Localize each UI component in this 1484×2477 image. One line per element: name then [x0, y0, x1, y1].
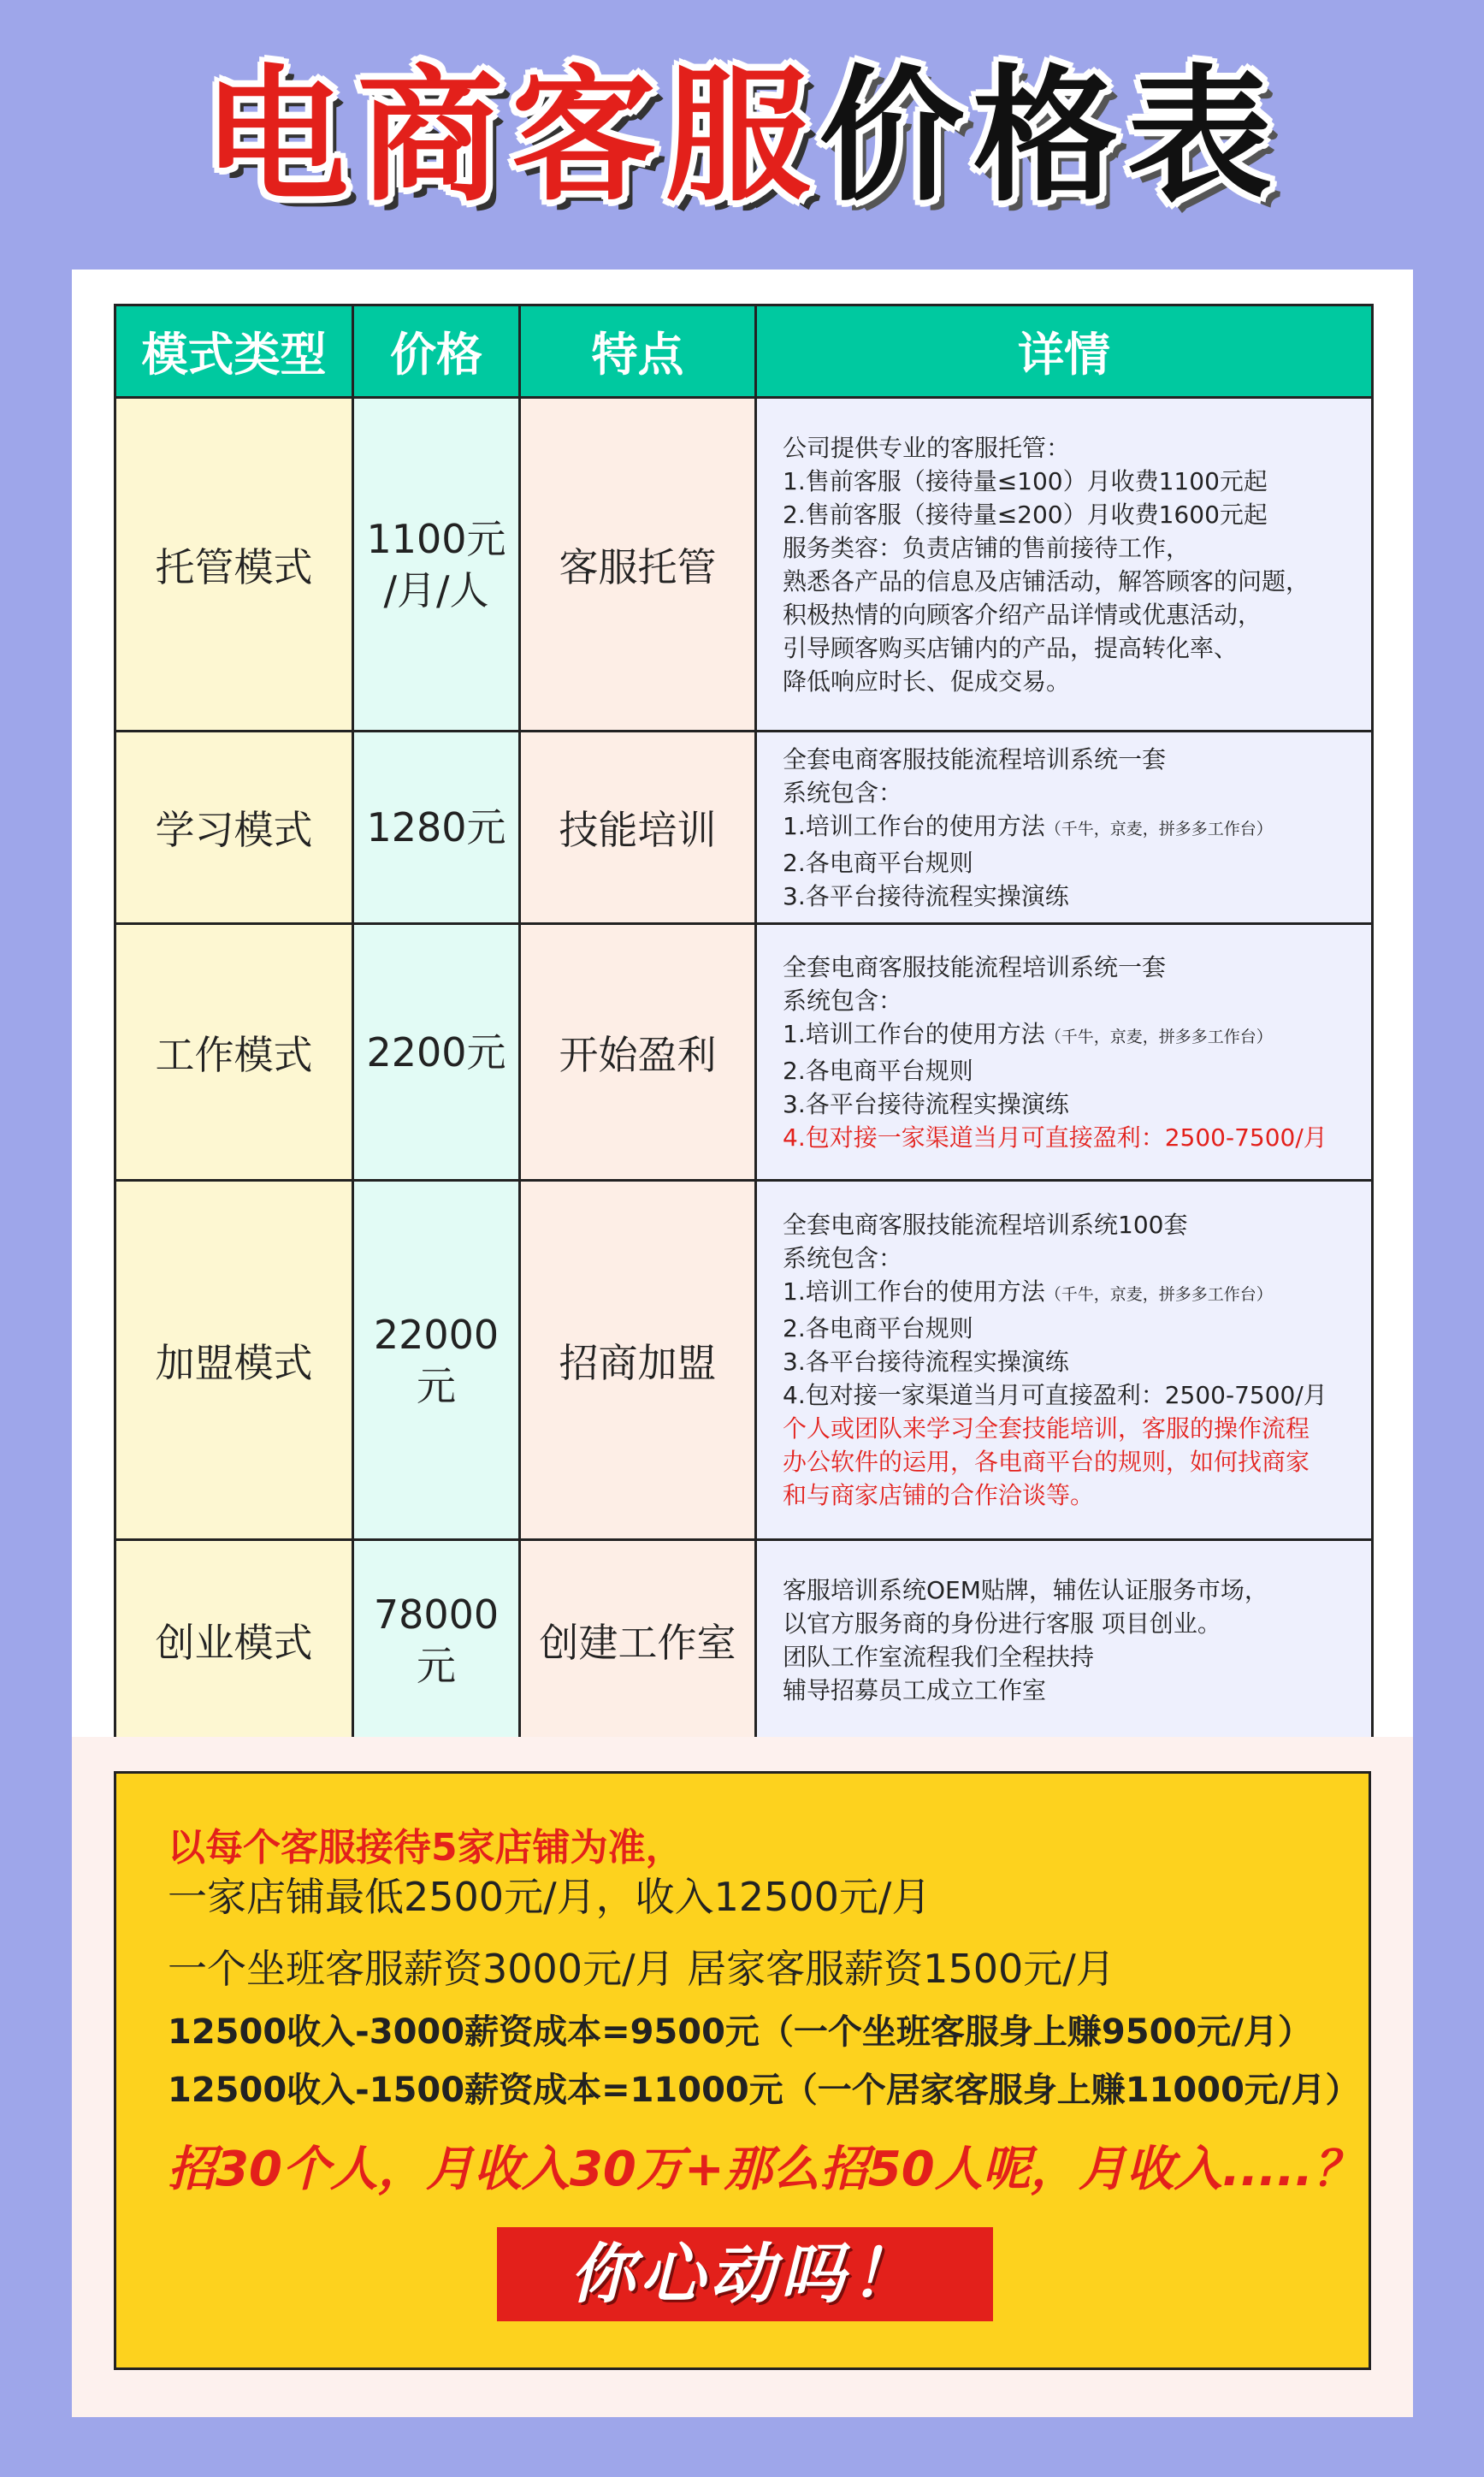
detail-line — [783, 565, 1371, 598]
detail-note: （千牛，京麦，拼多多工作台） — [1044, 819, 1273, 839]
detail-line — [783, 776, 1371, 809]
detail-text: 4.包对接一家渠道当月可直接盈利：2500-7500/月 — [783, 1381, 1327, 1409]
detail-text: 公司提供专业的客服托管： — [783, 433, 1071, 462]
title-black: 价格表 — [819, 52, 1281, 222]
detail-text: 系统包含： — [783, 1244, 903, 1272]
price-table — [114, 304, 1374, 1742]
detail-line — [783, 1121, 1371, 1154]
detail-line — [783, 951, 1371, 984]
detail-text: 3.各平台接待流程实操演练 — [783, 1089, 1069, 1118]
detail-line — [783, 598, 1371, 631]
detail-text: 以官方服务商的身份进行客服 项目创业。 — [783, 1609, 1221, 1638]
detail-text: 服务类容：负责店铺的售前接待工作， — [783, 533, 1191, 562]
detail-text: 系统包含： — [783, 986, 903, 1015]
detail-line — [783, 1445, 1371, 1478]
cell-mode: 加盟模式 — [115, 1181, 353, 1540]
detail-text: 全套电商客服技能流程培训系统100套 — [783, 1211, 1188, 1239]
detail-text: 熟悉各产品的信息及店铺活动，解答顾客的问题， — [783, 566, 1310, 596]
detail-line — [783, 1573, 1371, 1607]
detail-text: 1.培训工作台的使用方法 — [783, 1277, 1045, 1306]
page-title — [0, 51, 1484, 222]
detail-line — [783, 1241, 1371, 1275]
detail-text: 4.包对接一家渠道当月可直接盈利：2500-7500/月 — [783, 1123, 1327, 1152]
table-row — [115, 924, 1373, 1181]
detail-line — [783, 431, 1371, 465]
detail-line — [783, 1017, 1371, 1054]
table-row — [115, 398, 1373, 732]
detail-note: （千牛，京麦，拼多多工作台） — [1044, 1285, 1273, 1304]
detail-text: 1.售前客服（接待量≤100）月收费1100元起 — [783, 466, 1268, 495]
detail-line — [783, 1275, 1371, 1312]
price-line: 2200元 — [366, 1028, 506, 1076]
detail-line — [783, 465, 1371, 498]
detail-text: 全套电商客服技能流程培训系统一套 — [783, 952, 1167, 981]
summary-box — [114, 1771, 1371, 2370]
detail-text: 全套电商客服技能流程培训系统一套 — [783, 744, 1167, 773]
detail-line — [783, 1478, 1371, 1512]
detail-text: 引导顾客购买店铺内的产品，提高转化率、 — [783, 633, 1239, 662]
detail-text: 2.各电商平台规则 — [783, 848, 973, 877]
detail-line — [783, 665, 1371, 698]
cell-details — [756, 924, 1373, 1181]
cell-details — [756, 732, 1373, 924]
detail-text: 和与商家店铺的合作洽谈等。 — [783, 1481, 1095, 1509]
table-row — [115, 1181, 1373, 1540]
cell-details — [756, 398, 1373, 732]
cell-price — [353, 1540, 520, 1741]
header-details: 详情 — [756, 305, 1373, 398]
price-line: 22000元 — [373, 1311, 500, 1409]
detail-line — [783, 1087, 1371, 1121]
detail-line — [783, 1054, 1371, 1087]
table-header-row — [115, 305, 1373, 398]
detail-text: 降低响应时长、促成交易。 — [783, 667, 1071, 696]
cell-mode: 工作模式 — [115, 924, 353, 1181]
title-red: 电商客服 — [203, 52, 819, 222]
header-feature: 特点 — [520, 305, 756, 398]
price-line: /月/人 — [383, 566, 489, 613]
summary-line-1: 以每个客服接待5家店铺为准， — [168, 1826, 683, 1870]
detail-text: 办公软件的运用，各电商平台的规则，如何找商家 — [783, 1448, 1310, 1476]
detail-line — [783, 743, 1371, 776]
summary-line-3: 一个坐班客服薪资3000元/月 居家客服薪资1500元/月 — [168, 1946, 1115, 1992]
detail-line — [783, 846, 1371, 880]
detail-text: 1.培训工作台的使用方法 — [783, 811, 1045, 840]
cell-price — [353, 732, 520, 924]
price-line: 78000元 — [373, 1591, 500, 1689]
detail-line — [783, 1640, 1371, 1674]
cell-price — [353, 398, 520, 732]
detail-line — [783, 498, 1371, 531]
detail-text: 积极热情的向顾客介绍产品详情或优惠活动， — [783, 600, 1262, 629]
summary-line-2: 一家店铺最低2500元/月，收入12500元/月 — [168, 1874, 931, 1920]
cell-feature: 创建工作室 — [520, 1540, 756, 1741]
header-mode: 模式类型 — [115, 305, 353, 398]
detail-line — [783, 809, 1371, 846]
header-price: 价格 — [353, 305, 520, 398]
detail-note: （千牛，京麦，拼多多工作台） — [1044, 1027, 1273, 1046]
detail-text: 辅导招募员工成立工作室 — [783, 1676, 1047, 1704]
summary-line-6: 招30个人，月收入30万+那么招50人呢，月收入.....？ — [168, 2142, 1362, 2197]
cta-banner: 你心动吗！ — [497, 2227, 993, 2321]
cell-feature: 技能培训 — [520, 732, 756, 924]
detail-text: 系统包含： — [783, 778, 903, 807]
summary-line-5: 12500收入-1500薪资成本=11000元（一个居家客服身上赚11000元/月） — [168, 2071, 1360, 2110]
detail-text: 客服培训系统OEM贴牌，辅佐认证服务市场， — [783, 1576, 1268, 1604]
cell-mode: 托管模式 — [115, 398, 353, 732]
detail-line — [783, 1607, 1371, 1640]
detail-line — [783, 1674, 1371, 1707]
detail-line — [783, 880, 1371, 913]
detail-text: 3.各平台接待流程实操演练 — [783, 1348, 1069, 1376]
summary-line-4: 12500收入-3000薪资成本=9500元（一个坐班客服身上赚9500元/月） — [168, 2012, 1312, 2052]
detail-text: 1.培训工作台的使用方法 — [783, 1019, 1045, 1048]
cell-mode: 创业模式 — [115, 1540, 353, 1741]
detail-line — [783, 1412, 1371, 1445]
cell-mode: 学习模式 — [115, 732, 353, 924]
price-line: 1100元 — [366, 515, 506, 562]
detail-line — [783, 1378, 1371, 1412]
detail-line — [783, 984, 1371, 1017]
cell-price — [353, 924, 520, 1181]
detail-line — [783, 1312, 1371, 1345]
detail-line — [783, 531, 1371, 565]
detail-text: 个人或团队来学习全套技能培训，客服的操作流程 — [783, 1414, 1310, 1443]
detail-text: 3.各平台接待流程实操演练 — [783, 881, 1069, 910]
table-row — [115, 732, 1373, 924]
cell-price — [353, 1181, 520, 1540]
detail-text: 2.各电商平台规则 — [783, 1056, 973, 1085]
detail-line — [783, 631, 1371, 665]
detail-line — [783, 1208, 1371, 1241]
detail-text: 团队工作室流程我们全程扶持 — [783, 1643, 1095, 1671]
cell-feature: 开始盈利 — [520, 924, 756, 1181]
detail-text: 2.各电商平台规则 — [783, 1314, 973, 1342]
detail-text: 2.售前客服（接待量≤200）月收费1600元起 — [783, 500, 1268, 529]
price-line: 1280元 — [366, 804, 506, 850]
cell-feature: 客服托管 — [520, 398, 756, 732]
detail-line — [783, 1345, 1371, 1378]
table-row — [115, 1540, 1373, 1741]
cell-details — [756, 1181, 1373, 1540]
cell-feature: 招商加盟 — [520, 1181, 756, 1540]
cell-details — [756, 1540, 1373, 1741]
